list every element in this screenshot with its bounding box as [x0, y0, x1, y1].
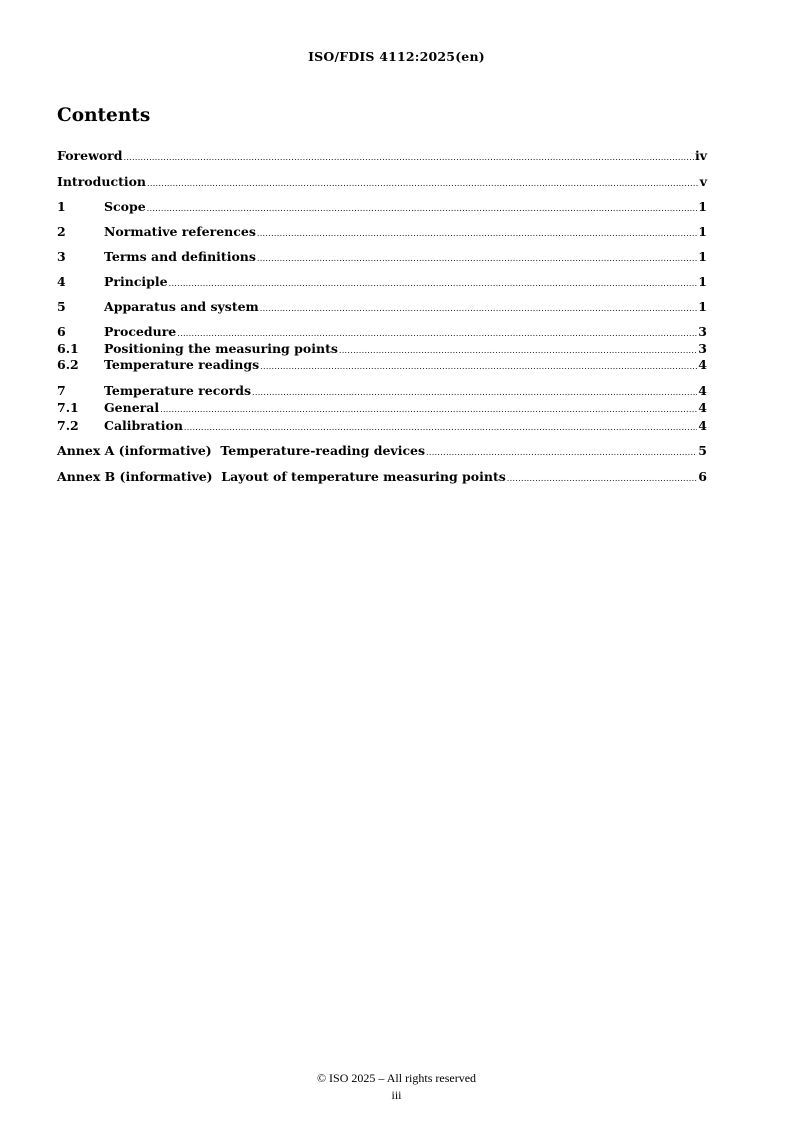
- toc-entry-page: 5: [698, 443, 707, 458]
- toc-entry-title: Annex B (informative) Layout of temperature measuring points: [57, 469, 506, 484]
- toc-entry-temperature-readings[interactable]: [57, 357, 707, 373]
- toc-entry-normative-references[interactable]: [57, 224, 707, 240]
- contents-heading: Contents: [57, 105, 151, 126]
- toc-entry-procedure[interactable]: [57, 324, 707, 340]
- toc-leader-dots: [339, 347, 697, 355]
- toc-entry-title: Normative references: [104, 224, 256, 239]
- toc-entry-page: 4: [698, 400, 707, 415]
- page-number: iii: [391, 1088, 402, 1102]
- toc-entry-page: iv: [694, 148, 707, 163]
- toc-entry-title: General: [104, 400, 160, 415]
- toc-entry-page: 4: [698, 357, 707, 372]
- toc-leader-dots: [160, 406, 697, 414]
- toc-entry-page: 1: [698, 249, 707, 264]
- toc-entry-title: Foreword: [57, 148, 123, 163]
- toc-entry-title: Principle: [104, 274, 168, 289]
- toc-leader-dots: [124, 154, 694, 162]
- toc-entry-number: 3: [57, 249, 66, 264]
- toc-leader-dots: [169, 280, 698, 288]
- toc-entry-introduction[interactable]: [57, 174, 707, 190]
- toc-entry-page: 3: [698, 324, 707, 339]
- toc-entry-number: 7.2: [57, 418, 79, 433]
- toc-entry-title: Procedure: [104, 324, 177, 339]
- toc-leader-dots: [260, 305, 698, 313]
- toc-leader-dots: [260, 363, 697, 371]
- toc-leader-dots: [147, 180, 699, 188]
- toc-entry-title: Terms and definitions: [104, 249, 256, 264]
- toc-entry-principle[interactable]: [57, 274, 707, 290]
- toc-entry-page: 1: [698, 199, 707, 214]
- toc-entry-title: Scope: [104, 199, 146, 214]
- toc-entry-title: Introduction: [57, 174, 147, 189]
- copyright-notice: © ISO 2025 – All rights reserved: [316, 1071, 477, 1085]
- toc-entry-foreword[interactable]: [57, 148, 707, 164]
- toc-entry-page: 1: [698, 224, 707, 239]
- toc-entry-number: 6.1: [57, 341, 79, 356]
- toc-leader-dots: [147, 205, 698, 213]
- toc-entry-temperature-records[interactable]: [57, 383, 707, 399]
- toc-entry-number: 7.1: [57, 400, 79, 415]
- toc-entry-positioning-measuring-points[interactable]: [57, 341, 707, 357]
- toc-leader-dots: [507, 475, 698, 483]
- toc-entry-number: 6: [57, 324, 66, 339]
- toc-leader-dots: [257, 255, 697, 263]
- toc-entry-page: v: [699, 174, 707, 189]
- toc-entry-page: 4: [698, 418, 707, 433]
- toc-leader-dots: [426, 449, 697, 457]
- toc-leader-dots: [252, 389, 697, 397]
- toc-entry-number: 4: [57, 274, 66, 289]
- toc-entry-title: Calibration: [104, 418, 183, 433]
- toc-entry-page: 1: [698, 274, 707, 289]
- toc-entry-page: 4: [698, 383, 707, 398]
- toc-entry-page: 3: [698, 341, 707, 356]
- toc-entry-number: 6.2: [57, 357, 79, 372]
- toc-entry-number: 5: [57, 299, 66, 314]
- toc-entry-page: 6: [698, 469, 707, 484]
- toc-leader-dots: [177, 330, 697, 338]
- toc-entry-title: Temperature readings: [104, 357, 260, 372]
- toc-entry-terms-and-definitions[interactable]: [57, 249, 707, 265]
- document-header: ISO/FDIS 4112:2025(en): [308, 49, 485, 64]
- toc-entry-title: Positioning the measuring points: [104, 341, 338, 356]
- toc-entry-title: Apparatus and system: [104, 299, 259, 314]
- toc-entry-annex-a[interactable]: [57, 443, 707, 459]
- toc-entry-title: Temperature records: [104, 383, 252, 398]
- toc-entry-title: Annex A (informative) Temperature-reading devices: [57, 443, 426, 458]
- toc-entry-apparatus-and-system[interactable]: [57, 299, 707, 315]
- toc-entry-scope[interactable]: [57, 199, 707, 215]
- toc-entry-annex-b[interactable]: [57, 469, 707, 485]
- toc-entry-number: 2: [57, 224, 66, 239]
- toc-leader-dots: [184, 424, 697, 432]
- toc-leader-dots: [257, 230, 697, 238]
- toc-entry-calibration[interactable]: [57, 418, 707, 434]
- toc-entry-number: 7: [57, 383, 66, 398]
- toc-entry-general[interactable]: [57, 400, 707, 416]
- toc-entry-page: 1: [698, 299, 707, 314]
- toc-entry-number: 1: [57, 199, 66, 214]
